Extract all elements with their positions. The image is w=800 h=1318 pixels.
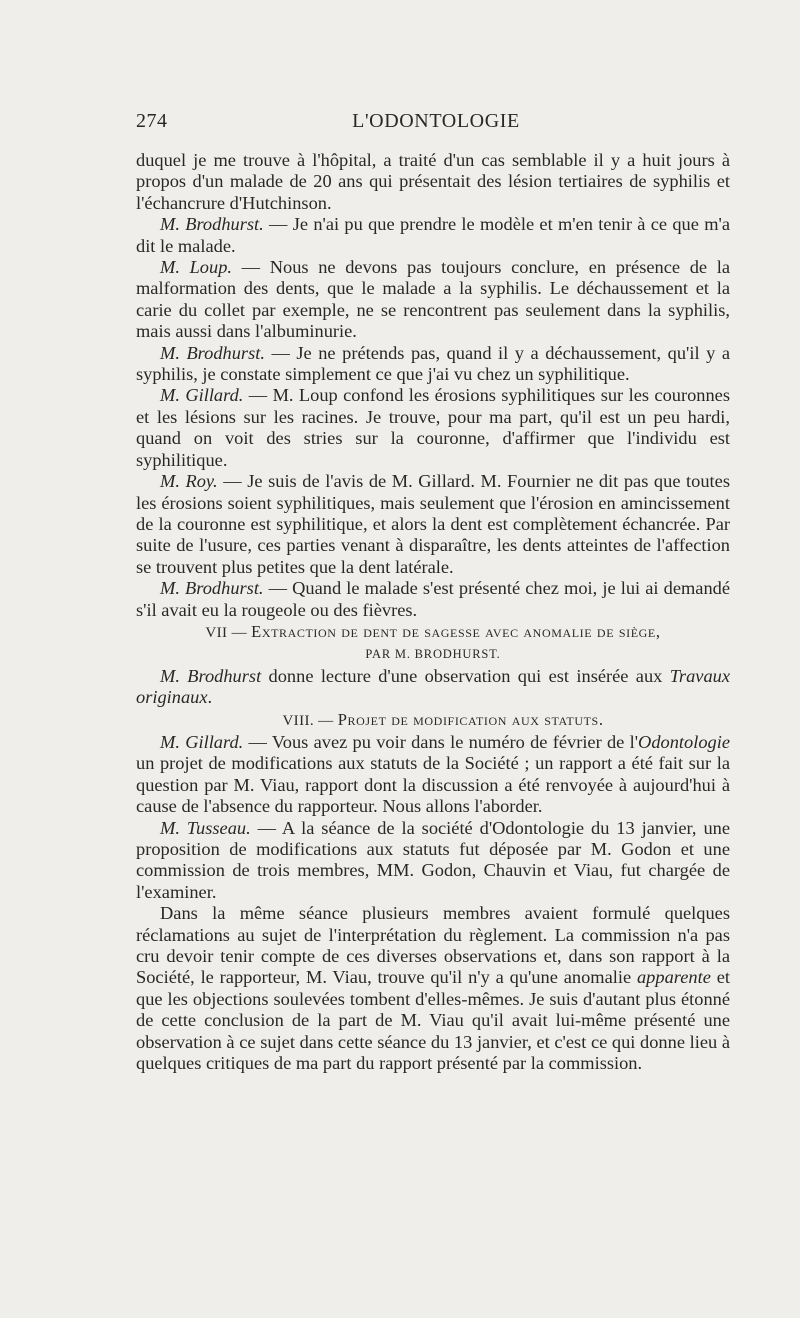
running-title: L'ODONTOLOGIE [352,110,520,132]
section-title: Projet de modification aux statuts. [337,709,604,729]
section-number: VII [205,624,228,641]
speaker-name: M. Brodhurst [160,665,262,686]
italic-title: Travaux originaux [136,665,730,708]
paragraph-text: — Nous ne devons pas toujours conclure, en présence de la malformation des dents, que le malade a la syphilis. Le déchaussement et la carie du collet par exemple, ne se rencontrent pas seulement dans la syphilis, mais aussi dans l'albuminurie. [136,257,730,342]
page-body [136,150,730,1074]
paragraph-text: — Quand le malade s'est présenté chez moi, je lui ai demandé s'il avait eu la rougeole ou des fièvres. [136,578,731,620]
speaker-name: M. Gillard. [160,731,244,752]
section-byline: PAR M. BRODHURST. [365,647,501,662]
speaker-name: M. Brodhurst. [160,578,264,599]
paragraph [136,666,730,709]
paragraph [136,732,730,818]
section-title: Extraction de dent de sagesse avec anomalie de siège, [251,621,661,641]
paragraph [136,903,730,1074]
paragraph-text: — M. Loup confond les érosions syphilitiques sur les couronnes et les lésions sur les racines. Je trouve, pour ma part, qu'il est un peu hardi, quand on voit des stries sur la couronne, d'affirmer que l'individu est syphilitique. [136,385,730,470]
section-dash: — [314,712,338,729]
paragraph-text: et que les objections soulevées tombent d'elles-mêmes. Je suis d'autant plus étonné de cette conclusion de la part de M. Viau qu'il avait lui-même présenté une observation à ce sujet dans cette séance du 13 janvier, et c'est ce qui donne lieu à quelques critiques de ma part du rapport présenté par la commission. [136,967,730,1074]
paragraph [136,471,730,578]
paragraph [136,818,730,904]
paragraph [136,150,730,214]
section-dash: — [227,624,252,641]
section-number: VIII. [282,712,315,729]
speaker-name: M. Brodhurst. [160,214,264,235]
section-heading-viii [136,709,730,732]
speaker-name: M. Loup. [160,257,232,278]
paragraph-text: . [207,687,213,708]
paragraph-text: duquel je me trouve à l'hôpital, a traité d'un cas semblable il y a huit jours à propos d'un malade de 20 ans qui présentait des lésion tertiaires de syphilis et l'échancrure d'Hutchinson. [136,150,730,213]
italic-title: Odontologie [638,731,730,752]
paragraph [136,257,730,343]
page-header [136,110,736,138]
speaker-name: M. Roy. [160,471,218,492]
paragraph-text: un projet de modifications aux statuts de la Société ; un rapport a été fait sur la question par M. Viau, rapport dont la discussion a été renvoyée à aujourd'hui à cause de l'absence du rapporteur. Nous allons l'aborder. [136,753,730,817]
paragraph-text: Dans la même séance plusieurs membres avaient formulé quelques réclamations au sujet de l'interprétation du règlement. La commission n'a pas cru devoir tenir compte de ces diverses observations et, dans son rapport à la Société, le rapporteur, M. Viau, trouve qu'il n'y a qu'une anomalie [136,903,730,988]
speaker-name: M. Gillard. [160,385,244,406]
paragraph-text: — Je ne prétends pas, quand il y a déchaussement, qu'il y a syphilis, je constate simplement ce que j'ai vu chez un syphilitique. [136,342,730,385]
paragraph-text: — Vous avez pu voir dans le numéro de février de l' [243,731,639,752]
paragraph-text: — Je n'ai pu que prendre le modèle et m'en tenir à ce que m'a dit le malade. [136,214,731,256]
paragraph [136,385,730,471]
speaker-name: M. Tusseau. [160,817,251,838]
paragraph-text: — A la séance de la société d'Odontologie du 13 janvier, une proposition de modifications aux statuts fut déposée par M. Godon et une commission de trois membres, MM. Godon, Chauvin et Viau, fut chargée de l'examiner. [136,817,730,902]
page-number: 274 [136,110,168,132]
paragraph-text: donne lecture d'une observation qui est insérée aux [261,665,670,686]
paragraph-text: — Je suis de l'avis de M. Gillard. M. Fournier ne dit pas que toutes les érosions soient syphilitiques, mais seulement que l'érosion en amincissement de la couronne est syphilitique, et alors la dent est complètement échancrée. Par suite de l'usure, ces parties venant à disparaître, les dents atteintes de l'affection se trouvent plus petites que la dent latérale. [136,471,730,577]
paragraph [136,343,730,386]
paragraph [136,214,730,257]
speaker-name: M. Brodhurst. [160,342,265,363]
italic-word: apparente [636,967,711,988]
section-heading-vii [136,621,730,666]
paragraph [136,578,730,621]
